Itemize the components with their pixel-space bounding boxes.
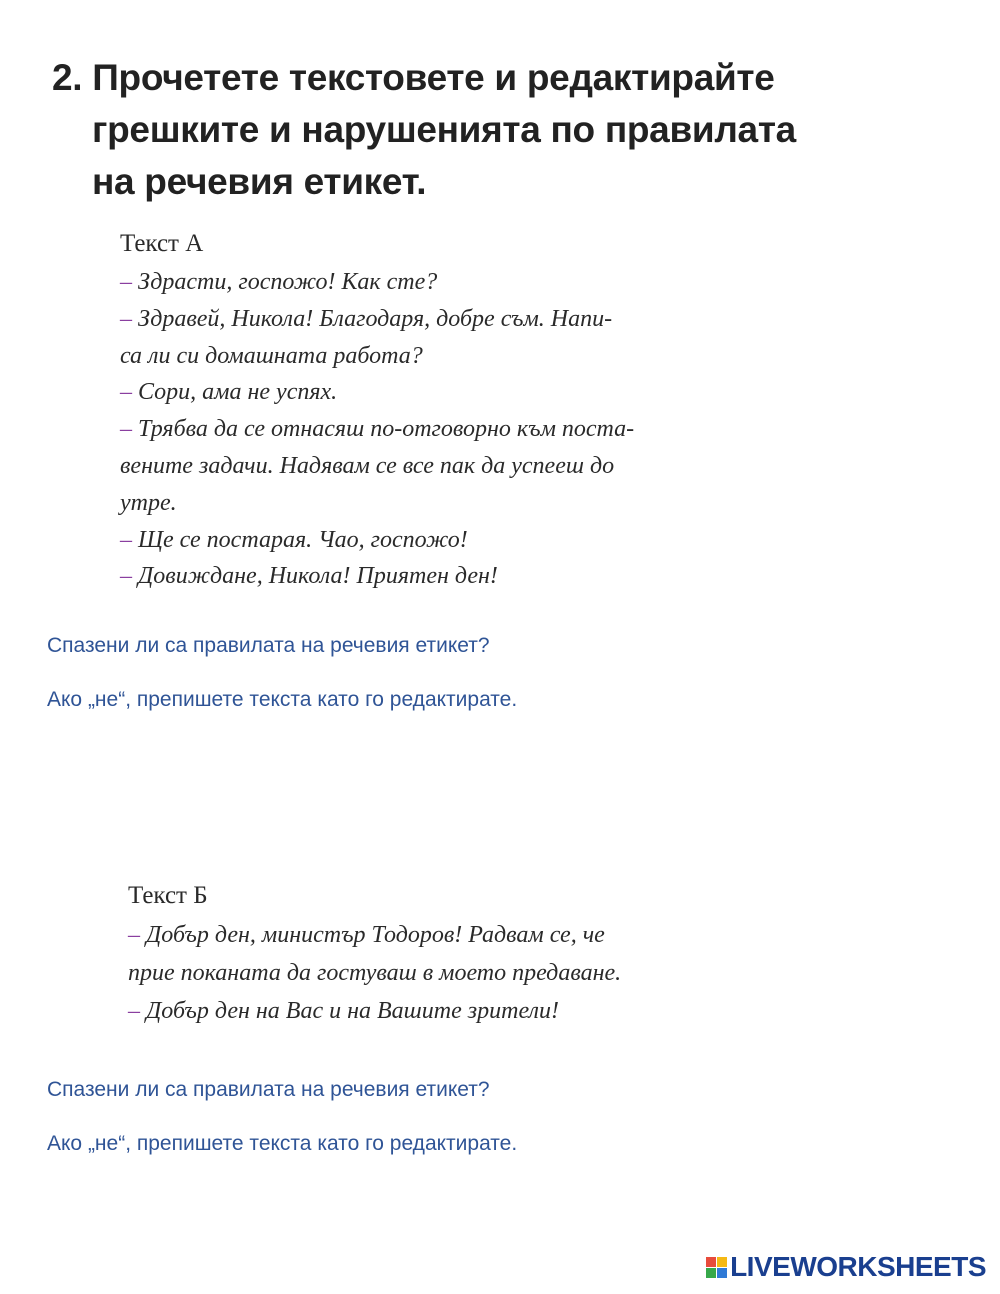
logo-icon-cell: [717, 1257, 727, 1267]
dialogue-line: [120, 374, 634, 411]
dialogue-line: [128, 992, 621, 1030]
question-rewrite-b: Ако „не“, препишете текста като го редактирате.: [47, 1132, 518, 1155]
text-b-block: [128, 880, 621, 1030]
logo-icon-cell: [717, 1268, 727, 1278]
dialogue-text: вените задачи. Надявам се все пак да успееш до: [120, 452, 615, 479]
question-rules-a: Спазени ли са правилата на речевия етикет?: [47, 634, 490, 657]
dialogue-text: Здрасти, госпожо! Как сте?: [138, 269, 438, 295]
task-title: [52, 52, 912, 208]
dialogue-text: Здравей, Никола! Благодаря, добре съм. Напи-: [138, 305, 613, 332]
question-rewrite-a: Ако „не“, препишете текста като го редактирате.: [47, 688, 518, 711]
dialogue-line: [128, 954, 621, 992]
logo-icon-cell: [706, 1257, 716, 1267]
dialogue-line: [120, 448, 634, 485]
task-title-line: 2. Прочетете текстовете и редактирайте: [52, 57, 775, 98]
text-a-heading: Текст А: [120, 230, 204, 257]
dialogue-line: [120, 338, 634, 375]
dialogue-line: [120, 485, 634, 522]
dialogue-text: са ли си домашната работа?: [120, 342, 423, 369]
text-a-block: [120, 228, 634, 595]
dialogue-text: прие поканата да гостуваш в моето предаване.: [128, 960, 622, 986]
liveworksheets-logo: [706, 1251, 986, 1283]
dialogue-line: [120, 411, 634, 448]
dialogue-text: Сори, ама не успях.: [138, 379, 338, 406]
dialogue-text: Трябва да се отнасяш по-отговорно към поста-: [138, 416, 635, 443]
liveworksheets-icon: [706, 1257, 727, 1278]
dialogue-text: Добър ден на Вас и на Вашите зрители!: [146, 998, 559, 1024]
logo-icon-cell: [706, 1268, 716, 1278]
dialogue-text: Добър ден, министър Тодоров! Радвам се, че: [146, 922, 605, 948]
dialogue-dash: –: [120, 269, 138, 295]
dialogue-line: [120, 522, 634, 559]
dialogue-line: [120, 301, 634, 338]
dialogue-line: [120, 264, 634, 301]
task-title-line: на речевия етикет.: [92, 161, 427, 202]
dialogue-dash: –: [128, 998, 146, 1024]
dialogue-line: [128, 916, 621, 954]
dialogue-dash: –: [120, 305, 138, 332]
liveworksheets-wordmark: LIVEWORKSHEETS: [730, 1251, 986, 1282]
dialogue-dash: –: [128, 922, 146, 948]
dialogue-line: [120, 558, 634, 595]
task-title-line: грешките и нарушенията по правилата: [92, 109, 796, 150]
dialogue-text: утре.: [120, 489, 177, 516]
dialogue-dash: –: [120, 563, 138, 590]
dialogue-dash: –: [120, 526, 138, 553]
dialogue-text: Ще се постарая. Чао, госпожо!: [138, 526, 468, 553]
dialogue-text: Довиждане, Никола! Приятен ден!: [138, 563, 498, 590]
text-b-heading: Текст Б: [128, 882, 208, 909]
dialogue-dash: –: [120, 416, 138, 443]
question-rules-b: Спазени ли са правилата на речевия етикет?: [47, 1078, 490, 1101]
dialogue-dash: –: [120, 379, 138, 406]
